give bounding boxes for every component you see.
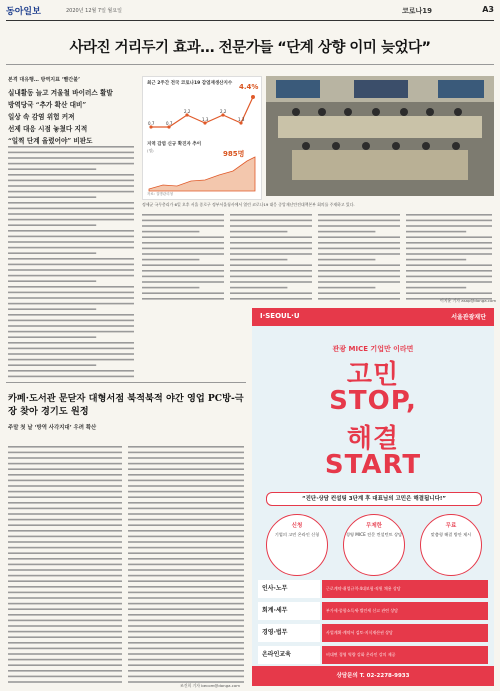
body-text-line: [8, 303, 134, 305]
ad-step-circle: [343, 514, 405, 576]
body-text-line: [128, 558, 244, 560]
body-text-line: [8, 353, 134, 355]
body-text-line: [406, 259, 466, 261]
summary-line: 일상 속 감염 위험 커져: [8, 113, 75, 121]
body-text-line: [406, 214, 492, 216]
body-text-line: [8, 676, 122, 678]
body-text-line: [8, 625, 122, 627]
body-text-line: [128, 468, 244, 470]
body-text-line: [8, 331, 134, 333]
body-text-line: [318, 270, 400, 272]
body-text-line: [230, 220, 312, 222]
body-text-line: [128, 502, 244, 504]
body-text-line: [128, 592, 244, 594]
body-text-line: [406, 276, 492, 278]
body-text-line: [128, 608, 244, 610]
body-text-line: [128, 508, 244, 510]
body-text-line: [230, 287, 287, 289]
body-text-line: [128, 496, 244, 498]
step-title: 무제한: [366, 523, 382, 529]
ad-big-text: 고민: [346, 360, 400, 390]
body-text-line: [128, 491, 244, 493]
step-desc: 맞춤형 해결 방안 제시: [430, 532, 472, 537]
body-text-line: [128, 541, 244, 543]
body-text-line: [318, 259, 375, 261]
body-text-line: [406, 270, 492, 272]
body-text-line: [128, 642, 244, 644]
body-text-line: [8, 603, 122, 605]
chart-box: [142, 76, 262, 200]
body-text-line: [142, 242, 224, 244]
step-desc: 기업의 고민 온라인 신청: [274, 532, 320, 537]
summary-line: “일찍 단계 올렸어야” 비판도: [8, 137, 93, 145]
body-text-line: [406, 220, 492, 222]
body-text-line: [8, 191, 134, 193]
body-text-line: [128, 457, 244, 459]
ad-service-row: [258, 580, 488, 598]
page-number: A3: [482, 5, 494, 14]
body-text-line: [128, 586, 244, 588]
body-text-line: [128, 597, 244, 599]
body-text-line: [8, 664, 122, 666]
body-text-line: [8, 670, 122, 672]
service-category: 온라인교육: [258, 646, 320, 664]
body-text-line: [406, 281, 492, 283]
body-text-line: [318, 231, 375, 233]
body-text-line: [128, 580, 244, 582]
body-text-line: [318, 242, 400, 244]
chart-title: 최근 2주간 전국 코로나19 감염재생산지수: [147, 81, 233, 86]
body-text-line: [142, 220, 224, 222]
service-detail: 부가세·종합소득세·법인세 신고 관련 상담: [322, 602, 488, 620]
body-text-line: [8, 496, 122, 498]
divider: [6, 382, 246, 383]
highlight-value-2: 985명: [223, 150, 245, 158]
body-text-line: [8, 348, 134, 350]
body-text-line: [8, 508, 122, 510]
body-text-line: [8, 236, 134, 238]
body-text-line: [142, 225, 224, 227]
body-text-line: [406, 242, 492, 244]
body-text-line: [128, 480, 244, 482]
body-text-line: [142, 287, 199, 289]
body-text-line: [230, 276, 312, 278]
body-text-line: [142, 264, 224, 266]
body-text-line: [128, 524, 244, 526]
body-text-line: [8, 636, 122, 638]
body-text-line: [128, 452, 244, 454]
ad-sponsor: 서울관광재단: [451, 314, 486, 321]
body-text-line: [230, 236, 312, 238]
body-text-line: [8, 308, 96, 310]
ad-tagline: “진단·상담 컨설팅 3단계 후 대표님의 고민은 해결됩니다!”: [266, 492, 482, 506]
body-text-line: [8, 552, 122, 554]
body-text-line: [8, 336, 96, 338]
body-text-line: [8, 157, 134, 159]
ad-service-row: [258, 646, 488, 664]
service-category: 회계·세무: [258, 602, 320, 620]
photo-caption: 정세균 국무총리가 6일 오후 서울 종로구 정부서울청사에서 열린 코로나19 대응 중앙재난안전대책본부 회의를 주재하고 있다.: [142, 202, 355, 207]
ad-contact: 상담문의 T. 02-2278-9933: [252, 666, 494, 686]
chart2-unit: (명): [147, 148, 154, 153]
body-text-line: [128, 547, 244, 549]
body-text-line: [8, 252, 96, 254]
body-text-line: [8, 659, 122, 661]
body-text-line: [128, 659, 244, 661]
body-text-line: [8, 376, 134, 378]
body-text-line: [8, 491, 122, 493]
body-text-line: [8, 530, 122, 532]
body-text-line: [8, 580, 122, 582]
body-text-line: [128, 625, 244, 627]
ad-banner: [252, 308, 494, 326]
body-text-line: [128, 648, 244, 650]
body-text-line: [8, 620, 122, 622]
body-text-line: [318, 276, 400, 278]
advertisement: [252, 308, 494, 686]
body-text-line: [230, 298, 312, 300]
body-text-line: [318, 264, 400, 266]
body-text-line: [8, 213, 134, 215]
body-text-line: [230, 264, 312, 266]
body-text-line: [128, 614, 244, 616]
body-text-line: [8, 480, 122, 482]
body-text-line: [142, 259, 199, 261]
body-text-line: [128, 653, 244, 655]
body-text-line: [128, 631, 244, 633]
body-text-line: [142, 281, 224, 283]
body-text-line: [8, 224, 96, 226]
body-text-line: [8, 342, 134, 344]
body-text-line: [8, 292, 134, 294]
body-text-line: [142, 253, 224, 255]
summary-label: 본격 대유행… 방역지표 ‘빨간불’: [8, 77, 80, 83]
body-text-line: [128, 530, 244, 532]
body-text-line: [8, 569, 122, 571]
body-text-line: [142, 292, 224, 294]
body-text-line: [8, 275, 134, 277]
body-text-line: [128, 575, 244, 577]
ad-logo: I·SEOUL·U: [260, 312, 300, 320]
ad-step-circle: [420, 514, 482, 576]
step-title: 신청: [291, 523, 303, 529]
body-text-line: [406, 253, 492, 255]
body-text-line: [406, 264, 492, 266]
body-text-line: [318, 281, 400, 283]
body-text-line: [142, 298, 224, 300]
body-text-line: [8, 241, 134, 243]
body-text-line: [8, 536, 122, 538]
body-text-line: [8, 485, 122, 487]
body-text-line: [8, 564, 122, 566]
sub-headline: 카페·도서관 문닫자 대형서점 북적북적 야간 영업 PC방-극장 찾아 경기도 원정: [8, 393, 244, 417]
body-text-line: [230, 292, 312, 294]
body-text-line: [8, 152, 134, 154]
body-text-line: [8, 457, 122, 459]
body-text-line: [318, 292, 400, 294]
chart2-title: 지역 감염 신규 확진자 추이: [147, 142, 202, 147]
body-text-line: [8, 468, 122, 470]
body-text-line: [8, 325, 134, 327]
body-text-line: [8, 463, 122, 465]
body-text-line: [128, 564, 244, 566]
body-text-line: [230, 242, 312, 244]
ad-service-row: [258, 624, 488, 642]
highlight-value: 4.4%: [239, 83, 259, 91]
body-text-line: [8, 547, 122, 549]
body-text-line: [8, 359, 134, 361]
body-text-line: [406, 231, 466, 233]
body-text-line: [8, 446, 122, 448]
chart-source: 자료: 질병관리청: [147, 192, 173, 196]
body-text-line: [230, 281, 312, 283]
body-text-line: [128, 446, 244, 448]
body-text-line: [128, 664, 244, 666]
body-text-line: [8, 586, 122, 588]
body-text-line: [230, 253, 312, 255]
body-text-line: [128, 474, 244, 476]
body-text-line: [318, 253, 400, 255]
ad-big-text: STOP,: [329, 386, 417, 416]
body-text-line: [318, 220, 400, 222]
main-headline: 사라진 거리두기 효과… 전문가들 “단계 상향 이미 늦었다”: [69, 40, 431, 56]
body-text-line: [128, 676, 244, 678]
service-detail: 사업계획·계약서 검토·지식재산권 상담: [322, 624, 488, 642]
meeting-photo-illustration: [266, 76, 494, 196]
body-text-line: [128, 513, 244, 515]
body-text-line: [8, 320, 134, 322]
body-text-line: [8, 208, 134, 210]
service-detail: 근로계약·취업규칙·4대보험·직원 채용 상담: [322, 580, 488, 598]
body-text-line: [8, 370, 134, 372]
body-text-line: [8, 592, 122, 594]
body-text-line: [8, 297, 134, 299]
body-text-line: [8, 185, 134, 187]
body-text-line: [318, 298, 400, 300]
body-text-line: [8, 648, 122, 650]
summary-line: 방역당국 “추가 확산 대비”: [8, 101, 87, 109]
data-point: [251, 95, 255, 99]
body-text-line: [8, 168, 96, 170]
body-text-line: [8, 614, 122, 616]
body-text-line: [8, 513, 122, 515]
body-text-line: [128, 636, 244, 638]
service-detail: 비대면 경영 역량 강화 온라인 강의 제공: [322, 646, 488, 664]
ad-kicker: 관광 MICE 기업만 이라면: [332, 345, 414, 353]
body-text-line: [230, 248, 312, 250]
body-text-line: [318, 236, 400, 238]
area-chart: [143, 153, 261, 193]
data-label: 2.2: [184, 109, 191, 114]
body-text-line: [128, 519, 244, 521]
body-text-line: [142, 214, 224, 216]
body-text-line: [8, 219, 134, 221]
body-text-line: [230, 225, 312, 227]
body-text-line: [8, 247, 134, 249]
data-label: 0.7: [148, 121, 155, 126]
body-text-line: [8, 608, 122, 610]
service-category: 인사·노무: [258, 580, 320, 598]
body-text-line: [230, 270, 312, 272]
body-text-line: [8, 631, 122, 633]
body-text-line: [230, 259, 287, 261]
issue-date: 2020년 12월 7일 월요일: [66, 8, 123, 14]
body-text-line: [8, 541, 122, 543]
body-text-line: [406, 236, 492, 238]
byline: 조건희 기자 becom@donga.com: [180, 683, 241, 688]
body-text-line: [8, 524, 122, 526]
body-text-line: [8, 502, 122, 504]
body-text-line: [8, 314, 134, 316]
body-text-line: [128, 552, 244, 554]
body-text-line: [8, 230, 134, 232]
body-text-line: [128, 603, 244, 605]
body-text-line: [318, 225, 400, 227]
body-text-line: [406, 287, 466, 289]
body-text-line: [8, 269, 134, 271]
body-text-line: [318, 248, 400, 250]
section-name: 코로나19: [402, 7, 433, 15]
step-title: 무료: [445, 523, 457, 529]
body-text-line: [8, 575, 122, 577]
ad-step-circle: [266, 514, 328, 576]
ad-service-row: [258, 602, 488, 620]
body-text-line: [128, 569, 244, 571]
body-text-line: [8, 519, 122, 521]
data-label: 1.3: [202, 117, 209, 122]
body-text-line: [8, 264, 134, 266]
body-text-line: [8, 642, 122, 644]
body-text-line: [142, 270, 224, 272]
body-text-line: [8, 174, 134, 176]
news-photo: [266, 76, 494, 196]
body-text-line: [406, 225, 492, 227]
summary-line: 선제 대응 시점 놓쳤다 지적: [8, 125, 88, 133]
body-text-line: [128, 620, 244, 622]
body-text-line: [142, 276, 224, 278]
body-text-line: [406, 248, 492, 250]
data-label: 0.7: [166, 121, 173, 126]
data-label: 2.2: [220, 109, 227, 114]
body-text-line: [128, 463, 244, 465]
ad-big-text: START: [324, 450, 422, 480]
area-series: [149, 157, 255, 191]
sub-deck: 주말 첫 날 ‘방역 사각지대’ 우려 확산: [8, 425, 97, 431]
body-text-line: [8, 597, 122, 599]
body-text-line: [8, 202, 134, 204]
summary-line: 실내활동 늘고 겨울철 바이러스 활발: [8, 89, 113, 97]
body-text-line: [318, 287, 375, 289]
body-text-line: [128, 485, 244, 487]
body-text-line: [8, 474, 122, 476]
body-text-line: [128, 670, 244, 672]
body-text-line: [128, 536, 244, 538]
body-text-line: [406, 292, 492, 294]
body-text-line: [318, 214, 400, 216]
body-text-line: [8, 364, 96, 366]
body-text-line: [8, 452, 122, 454]
body-text-line: [8, 558, 122, 560]
byline: 이지윤 기자 asap@donga.com: [440, 298, 497, 303]
ad-big-text: 해결: [346, 424, 400, 454]
body-text-line: [8, 180, 134, 182]
body-text-line: [8, 286, 134, 288]
body-text-line: [230, 231, 287, 233]
body-text-line: [8, 653, 122, 655]
body-text-line: [8, 146, 134, 148]
body-text-line: [8, 196, 96, 198]
body-text-line: [142, 248, 224, 250]
body-text-line: [142, 236, 224, 238]
paper-name: 동아일보: [6, 7, 41, 17]
body-text-line: [8, 258, 134, 260]
body-text-line: [230, 214, 312, 216]
service-category: 경영·법무: [258, 624, 320, 642]
body-text-line: [8, 280, 96, 282]
body-text-line: [142, 231, 199, 233]
data-label: 1.3: [238, 117, 245, 122]
step-desc: 경영 MICE 전문 컨설턴트 상담: [345, 532, 403, 537]
body-text-line: [8, 681, 122, 683]
body-text-line: [8, 163, 134, 165]
